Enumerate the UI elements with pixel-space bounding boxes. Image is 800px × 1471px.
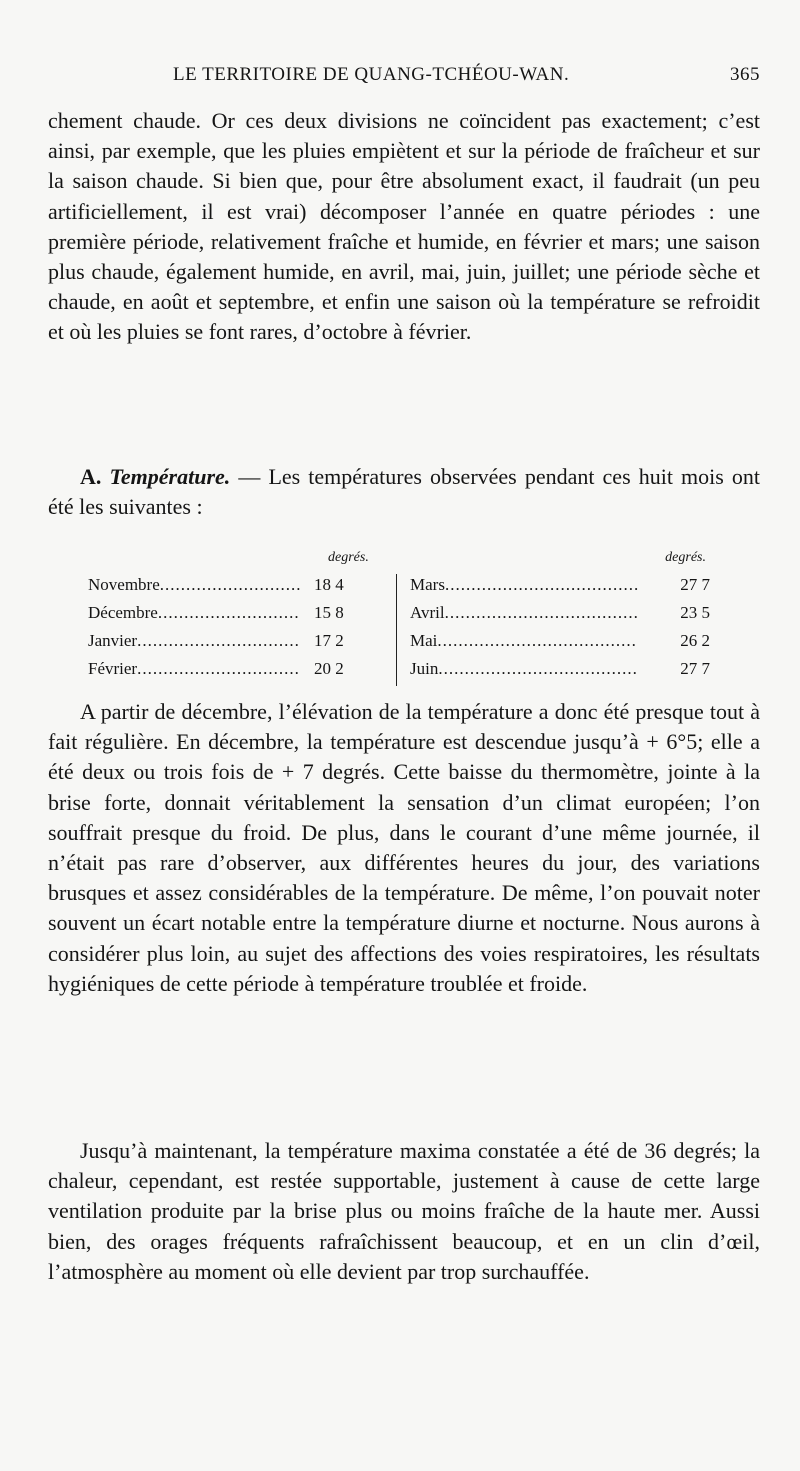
running-head <box>48 64 760 92</box>
paragraph-temperature-maximum: Jusqu’à maintenant, la température maxima constatée a été de 36 degrés; la chaleur, cependant, est restée supportable, justement à cause de cette large ventilation produite par la brise plus ou moins fraîche de la haute mer. Aussi bien, des orages fréquents rafraîchissent beaucoup, et en un clin d’œil, l’atmosphère au moment où elle devient par trop surchauffée. <box>48 1138 760 1284</box>
month-label: Novembre ..... <box>88 572 300 598</box>
temperature-value: 17 2 <box>314 631 344 650</box>
temperature-table <box>88 550 710 690</box>
paragraph-seasons: chement chaude. Or ces deux divisions ne coïncident pas exactement; c’est ainsi, par exemple, que les pluies empiètent et sur la période de fraîcheur et sur la saison chaude. Si bien que, pour être absolument exact, il faudrait (un peu artificiellement, il est vrai) décomposer l’année en quatre périodes : une première période, relativement fraîche et humide, en février et mars; une saison plus chaude, également humide, en avril, mai, juin, juillet; une période sèche et chaude, en août et septembre, et enfin une saison où la température se refroidit et où les pluies se font rares, d’octobre à février. <box>48 108 760 345</box>
month-label: Février ..... <box>88 656 300 682</box>
temperature-value: 15 8 <box>314 603 344 622</box>
section-heading: Température. <box>109 464 231 489</box>
temperature-value: 26 2 <box>680 631 710 650</box>
section-intro-text: — Les températures observées pendant ces huit mois ont été les suivantes : <box>48 464 760 520</box>
month-label: Décembre ..... <box>88 600 300 626</box>
temperature-value: 27 7 <box>680 575 710 594</box>
temperature-value: 27 7 <box>680 659 710 678</box>
paragraph-temperature-december: A partir de décembre, l’élévation de la température a donc été presque tout à fait régulière. En décembre, la température est descendue jusqu’à + 6°5; elle a été deux ou trois fois de + 7 degrés. Cette baisse du thermomètre, jointe à la brise forte, donnait véritablement la sensation d’un climat européen; l’on souffrait presque du froid. De plus, dans le courant d’une même journée, il n’était pas rare d’observer, aux différentes heures du jour, des variations brusques et assez considérables de la température. De même, l’on pouvait noter souvent un écart notable entre la température diurne et nocturne. Nous aurons à considérer plus loin, au sujet des affections des voies respiratoires, les résultats hygiéniques de cette période à température troublée et froide. <box>48 699 760 996</box>
month-label: Mai ..... <box>410 628 638 654</box>
temperature-value: 18 4 <box>314 575 344 594</box>
table-column-divider <box>396 574 397 686</box>
section-letter: A. <box>80 464 102 489</box>
temperature-value: 20 2 <box>314 659 344 678</box>
month-label: Mars ..... <box>410 572 638 598</box>
running-head-title: LE TERRITOIRE DE QUANG-TCHÉOU-WAN. <box>173 64 570 85</box>
month-label: Janvier ..... <box>88 628 300 654</box>
month-label: Avril ..... <box>410 600 638 626</box>
unit-label-left: degrés. <box>328 550 369 565</box>
page-number: 365 <box>730 64 760 85</box>
unit-label-right: degrés. <box>665 550 706 565</box>
temperature-value: 23 5 <box>680 603 710 622</box>
month-label: Juin ..... <box>410 656 638 682</box>
paragraph-temperature-intro <box>48 462 760 522</box>
